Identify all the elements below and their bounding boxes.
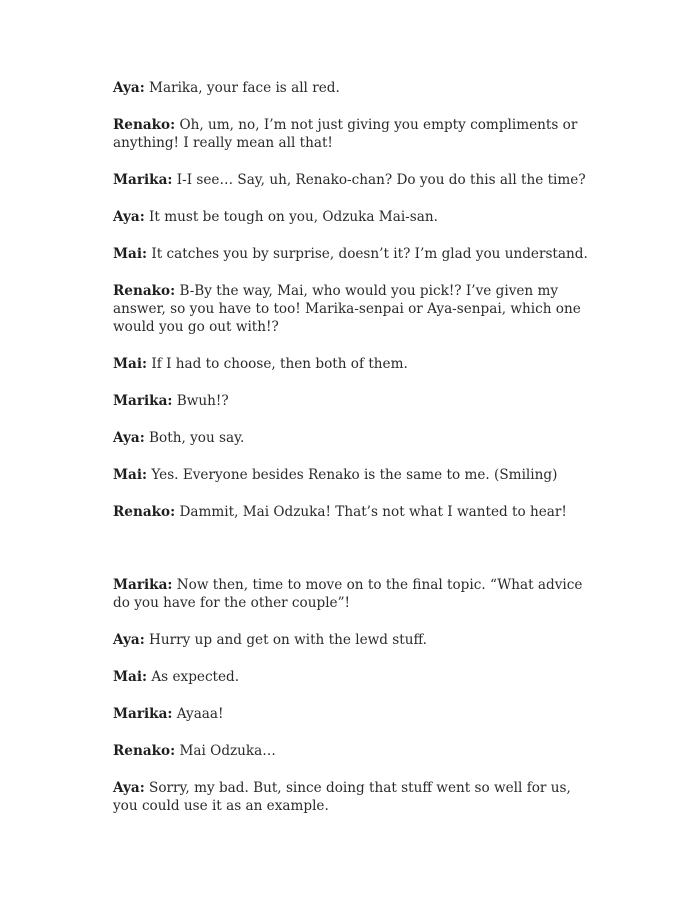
speaker-name: Aya:: [113, 780, 145, 796]
dialogue-text: As expected.: [147, 669, 240, 685]
dialogue-line: [113, 742, 593, 760]
dialogue-text: It must be tough on you, Odzuka Mai-san.: [144, 209, 438, 225]
dialogue-text: I-I see… Say, uh, Renako-chan? Do you do this all the time?: [172, 172, 586, 188]
speaker-name: Marika:: [113, 577, 173, 593]
dialogue-text: Yes. Everyone besides Renako is the same to me. (Smiling): [147, 467, 558, 483]
dialogue-text: Hurry up and get on with the lewd stuff.: [144, 632, 427, 648]
speaker-name: Renako:: [113, 504, 176, 520]
dialogue-text: It catches you by surprise, doesn’t it? I’m glad you understand.: [147, 246, 588, 262]
dialogue-text: B-By the way, Mai, who would you pick!? I’ve given my answer, so you have to too! Marika-senpai or Aya-senpai, which one would you go out with!?: [113, 283, 581, 335]
dialogue-text: Dammit, Mai Odzuka! That’s not what I wanted to hear!: [175, 504, 567, 520]
dialogue-text: Bwuh!?: [172, 393, 229, 409]
speaker-name: Aya:: [113, 209, 145, 225]
dialogue-line: [113, 631, 593, 649]
speaker-name: Aya:: [113, 80, 145, 96]
section-break: [113, 540, 593, 576]
dialogue-line: [113, 779, 593, 815]
dialogue-text: If I had to choose, then both of them.: [147, 356, 408, 372]
dialogue-line: [113, 392, 593, 410]
dialogue-text: Sorry, my bad. But, since doing that stuff went so well for us, you could use it as an example.: [113, 780, 571, 814]
dialogue-line: [113, 429, 593, 447]
dialogue-line: [113, 116, 593, 152]
speaker-name: Aya:: [113, 430, 145, 446]
dialogue-line: [113, 171, 593, 189]
dialogue-text: Now then, time to move on to the final topic. “What advice do you have for the other couple”!: [113, 577, 583, 611]
dialogue-line: [113, 245, 593, 263]
dialogue-text: Ayaaa!: [172, 706, 224, 722]
dialogue-line: [113, 282, 593, 336]
speaker-name: Aya:: [113, 632, 145, 648]
dialogue-line: [113, 208, 593, 226]
speaker-name: Mai:: [113, 246, 148, 262]
speaker-name: Mai:: [113, 356, 148, 372]
speaker-name: Marika:: [113, 172, 173, 188]
speaker-name: Renako:: [113, 283, 176, 299]
dialogue-line: [113, 79, 593, 97]
speaker-name: Renako:: [113, 117, 176, 133]
dialogue-text: [113, 79, 593, 834]
speaker-name: Marika:: [113, 706, 173, 722]
dialogue-line: [113, 668, 593, 686]
dialogue-line: [113, 466, 593, 484]
speaker-name: Marika:: [113, 393, 173, 409]
dialogue-text: Oh, um, no, I’m not just giving you empty compliments or anything! I really mean all that!: [113, 117, 578, 151]
dialogue-line: [113, 503, 593, 521]
dialogue-line: [113, 355, 593, 373]
dialogue-line: [113, 576, 593, 612]
dialogue-text: Mai Odzuka…: [175, 743, 276, 759]
dialogue-text: Marika, your face is all red.: [144, 80, 340, 96]
speaker-name: Mai:: [113, 669, 148, 685]
speaker-name: Renako:: [113, 743, 176, 759]
speaker-name: Mai:: [113, 467, 148, 483]
dialogue-line: [113, 705, 593, 723]
dialogue-text: Both, you say.: [144, 430, 245, 446]
